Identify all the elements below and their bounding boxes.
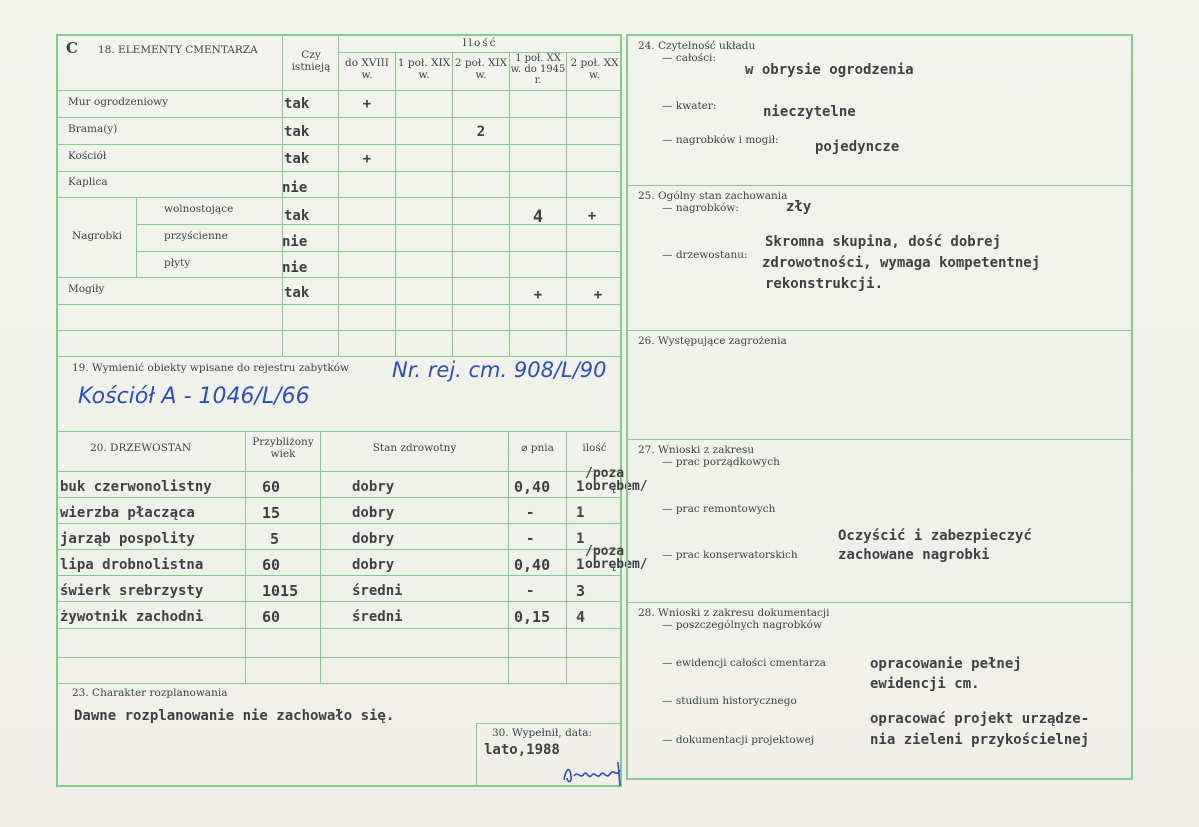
tree-age: 5 <box>270 530 280 548</box>
nagrobki-label: Nagrobki <box>72 230 122 242</box>
element-row-label: Brama(y) <box>68 123 118 135</box>
amount-value: + <box>362 151 372 167</box>
tree-count: 1 <box>576 505 585 521</box>
tree-count: 4 <box>576 608 586 626</box>
tree-count: 1 <box>576 531 585 547</box>
col-diameter-header: ⌀ pnia <box>521 442 554 454</box>
filled-by-date: lato,1988 <box>484 742 560 758</box>
documentation-graves-label: — poszczególnych nagrobków <box>662 619 822 631</box>
tree-health: dobry <box>352 479 395 495</box>
layout-character-value: Dawne rozplanowanie nie zachowało się. <box>74 708 395 724</box>
tree-count: 1 <box>576 557 585 573</box>
element-row-label: Kaplica <box>68 176 108 188</box>
condition-trees-line: rekonstrukcji. <box>765 276 884 292</box>
trees-title: 20. DRZEWOSTAN <box>90 442 192 454</box>
tree-note: /poza obrębem/ <box>585 466 648 494</box>
documentation-register-label: — ewidencji całości cmentarza <box>662 657 826 669</box>
condition-graves-label: — nagrobków: <box>662 202 739 214</box>
tree-age: 15 <box>262 504 281 522</box>
documentation-title: 28. Wnioski z zakresu dokumentacji <box>638 607 830 619</box>
exists-value: tak <box>284 124 310 140</box>
tree-diameter: 0,40 <box>514 478 551 496</box>
registry-handwriting-church: Kościół A - 1046/L/66 <box>78 384 310 409</box>
period-header: 1 poł. XIX w. <box>397 57 451 81</box>
conclusions-cleaning-label: — prac porządkowych <box>662 456 780 468</box>
element-row-label: Mur ogrodzeniowy <box>68 96 169 108</box>
conclusions-conservation-line: zachowane nagrobki <box>838 547 990 563</box>
exists-value: tak <box>284 285 310 301</box>
threats-title: 26. Występujące zagrożenia <box>638 335 787 347</box>
conclusions-title: 27. Wnioski z zakresu <box>638 444 755 456</box>
documentation-register-line: ewidencji cm. <box>870 676 980 692</box>
tree-name: świerk srebrzysty <box>60 583 204 599</box>
tree-health: dobry <box>352 531 395 547</box>
tree-age: 60 <box>262 556 281 574</box>
period-header: 1 poł. XX w. do 1945 r. <box>510 53 566 86</box>
element-row-label: Kościół <box>68 150 107 162</box>
conclusions-conservation-label: — prac konserwatorskich <box>662 549 798 561</box>
documentation-project-label: — dokumentacji projektowej <box>662 734 815 746</box>
readability-quarters-label: — kwater: <box>662 100 717 112</box>
tree-name: żywotnik zachodni <box>60 609 204 625</box>
amount-value: + <box>533 287 543 303</box>
col-health-header: Stan zdrowotny <box>372 442 457 454</box>
amount-value: + <box>587 208 597 224</box>
tree-name: buk czerwonolistny <box>60 479 212 495</box>
col-exists-header: Czy istnieją <box>291 49 331 73</box>
tree-age: 1015 <box>262 582 299 600</box>
documentation-project-line: nia zieleni przykościelnej <box>870 732 1090 748</box>
col-count-header: ilość <box>582 442 607 454</box>
readability-quarters-value: nieczytelne <box>763 104 856 120</box>
exists-value: nie <box>282 260 308 276</box>
elements-title: 18. ELEMENTY CMENTARZA <box>98 44 258 56</box>
amount-value: + <box>362 96 372 112</box>
period-header: 2 poł. XX w. <box>570 57 619 81</box>
documentation-project-line: opracować projekt urządze- <box>870 711 1090 727</box>
element-row-label: Mogiły <box>68 283 105 295</box>
exists-value: nie <box>282 234 308 250</box>
condition-trees-label: — drzewostanu: <box>662 249 748 261</box>
tree-age: 60 <box>262 608 281 626</box>
amount-value: 4 <box>532 207 544 227</box>
filled-by-label: 30. Wypełnił, data: <box>492 727 593 739</box>
element-row-label: płyty <box>164 257 191 269</box>
documentation-register-line: opracowanie pełnej <box>870 656 1022 672</box>
exists-value: nie <box>282 180 308 196</box>
tree-name: lipa drobnolistna <box>60 557 204 573</box>
readability-graves-value: pojedyncze <box>815 139 900 155</box>
condition-trees-line: Skromna skupina, dość dobrej <box>765 234 1002 250</box>
tree-health: dobry <box>352 505 395 521</box>
tree-health: średni <box>352 609 403 625</box>
condition-trees-line: zdrowotności, wymaga kompetentnej <box>762 255 1041 271</box>
tree-diameter: 0,40 <box>514 556 551 574</box>
exists-value: tak <box>284 96 310 112</box>
col-age-header: Przybliżony wiek <box>252 436 314 460</box>
tree-diameter: - <box>526 505 535 521</box>
documentation-history-label: — studium historycznego <box>662 695 797 707</box>
tree-diameter: 0,15 <box>514 608 551 626</box>
amount-value: + <box>593 287 603 303</box>
readability-whole-label: — całości: <box>662 52 716 64</box>
element-row-label: przyścienne <box>164 230 228 242</box>
tree-diameter: - <box>526 531 535 547</box>
condition-title: 25. Ogólny stan zachowania <box>638 190 788 202</box>
layout-character-label: 23. Charakter rozplanowania <box>72 687 228 699</box>
registry-handwriting-cemetery: Nr. rej. cm. 908/L/90 <box>392 358 607 382</box>
signature <box>560 758 624 788</box>
readability-title: 24. Czytelność układu <box>638 40 756 52</box>
col-ilosc-header: Ilość <box>462 37 498 49</box>
tree-note: /poza obrębem/ <box>585 544 648 572</box>
tree-health: dobry <box>352 557 395 573</box>
readability-graves-label: — nagrobków i mogił: <box>662 134 779 146</box>
tree-age: 60 <box>262 478 281 496</box>
filled-by-box-top <box>476 723 622 724</box>
exists-value: tak <box>284 151 310 167</box>
section-letter: C <box>66 39 78 57</box>
tree-diameter: - <box>526 583 535 599</box>
tree-health: średni <box>352 583 403 599</box>
exists-value: tak <box>284 208 310 224</box>
conclusions-repair-label: — prac remontowych <box>662 503 776 515</box>
element-row-label: wolnostojące <box>164 203 234 215</box>
readability-whole-value: w obrysie ogrodzenia <box>745 62 914 78</box>
tree-name: wierzba płacząca <box>60 505 195 521</box>
period-header: 2 poł. XIX w. <box>454 57 508 81</box>
left-panel <box>56 34 622 787</box>
registry-label: 19. Wymienić obiekty wpisane do rejestru zabytków <box>72 362 350 374</box>
amount-value: 2 <box>476 124 486 140</box>
condition-graves-value: zły <box>786 199 812 215</box>
tree-count: 3 <box>576 582 586 600</box>
filled-by-box-left <box>476 723 477 787</box>
conclusions-conservation-line: Oczyścić i zabezpieczyć <box>838 528 1032 544</box>
period-header: do XVIII w. <box>345 57 389 81</box>
tree-count: 1 <box>576 479 585 495</box>
tree-name: jarząb pospolity <box>60 531 195 547</box>
